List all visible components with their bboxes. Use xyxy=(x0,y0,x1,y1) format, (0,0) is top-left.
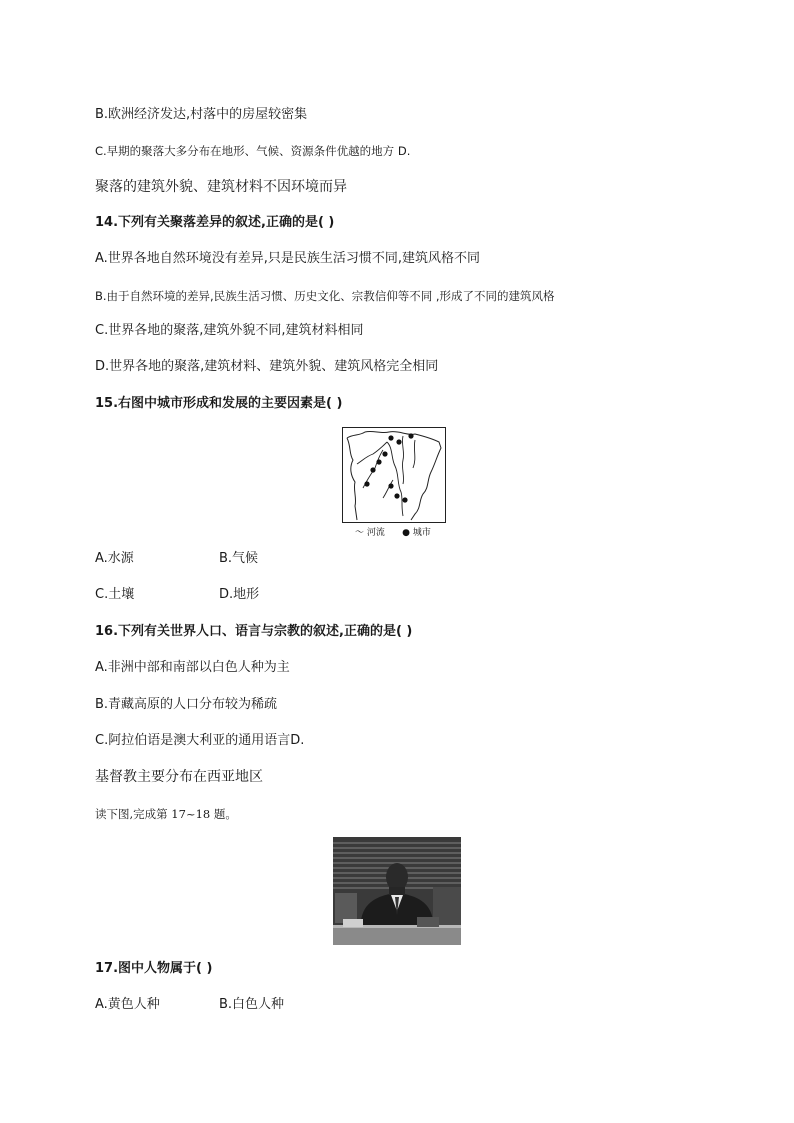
river-1 xyxy=(357,442,387,464)
coastline-west xyxy=(347,438,357,520)
city-dot xyxy=(370,467,375,472)
question-14: 14.下列有关聚落差异的叙述,正确的是( ) xyxy=(95,215,335,230)
city-dot xyxy=(394,493,399,498)
question-15-option-d: D.地形 xyxy=(219,587,260,602)
city-dot xyxy=(364,481,369,486)
city-dot xyxy=(388,435,393,440)
question-16-option-b: B.青藏高原的人口分布较为稀疏 xyxy=(95,697,278,712)
photo-man-at-desk xyxy=(333,837,461,945)
question-15: 15.右图中城市形成和发展的主要因素是( ) xyxy=(95,396,343,411)
reading-instruction: 读下图,完成第 17~18 题。 xyxy=(95,807,237,821)
map-drawing xyxy=(343,428,445,522)
river-3 xyxy=(402,436,403,484)
option-d-building-text: 聚落的建筑外貌、建筑材料不因环境而异 xyxy=(95,179,347,195)
question-15-option-a: A.水源 xyxy=(95,551,134,566)
map-legend xyxy=(355,527,431,539)
question-17: 17.图中人物属于( ) xyxy=(95,961,213,976)
question-17-option-b: B.白色人种 xyxy=(219,997,285,1012)
question-16-option-a: A.非洲中部和南部以白色人种为主 xyxy=(95,660,290,675)
city-dot xyxy=(388,483,393,488)
river-city-map xyxy=(342,427,446,523)
option-b-europe: B.欧洲经济发达,村落中的房屋较密集 xyxy=(95,107,308,122)
head xyxy=(386,863,408,891)
city-dot xyxy=(408,433,413,438)
question-16: 16.下列有关世界人口、语言与宗教的叙述,正确的是( ) xyxy=(95,624,413,639)
river-5 xyxy=(413,440,415,468)
river-6 xyxy=(383,480,393,498)
city-dot xyxy=(376,459,381,464)
city-dot xyxy=(396,439,401,444)
question-14-option-a: A.世界各地自然环境没有差异,只是民族生活习惯不同,建筑风格不同 xyxy=(95,251,481,266)
river-legend-icon: 〜 xyxy=(355,528,365,538)
question-16-option-c: C.阿拉伯语是澳大利亚的通用语言D. xyxy=(95,733,305,748)
river-2 xyxy=(387,442,403,516)
river-legend-label: 河流 xyxy=(366,528,385,538)
option-c-early-settlement: C.早期的聚落大多分布在地形、气候、资源条件优越的地方 D. xyxy=(95,144,411,158)
coastline-east xyxy=(347,431,441,520)
question-15-option-b: B.气候 xyxy=(219,551,259,566)
question-14-option-c: C.世界各地的聚落,建筑外貌不同,建筑材料相同 xyxy=(95,323,364,338)
question-17-option-a: A.黄色人种 xyxy=(95,997,160,1012)
question-16-option-d: 基督教主要分布在西亚地区 xyxy=(95,769,263,785)
question-15-option-c: C.土壤 xyxy=(95,587,135,602)
city-dot xyxy=(402,497,407,502)
question-14-option-d: D.世界各地的聚落,建筑材料、建筑外貌、建筑风格完全相同 xyxy=(95,359,439,374)
question-14-option-b: B.由于自然环境的差异,民族生活习惯、历史文化、宗教信仰等不同 ,形成了不同的建筑风格 xyxy=(95,289,555,303)
photo-drawing xyxy=(333,837,461,945)
city-dot xyxy=(382,451,387,456)
city-legend-icon: ● xyxy=(402,528,410,538)
city-legend-label: 城市 xyxy=(412,528,431,538)
